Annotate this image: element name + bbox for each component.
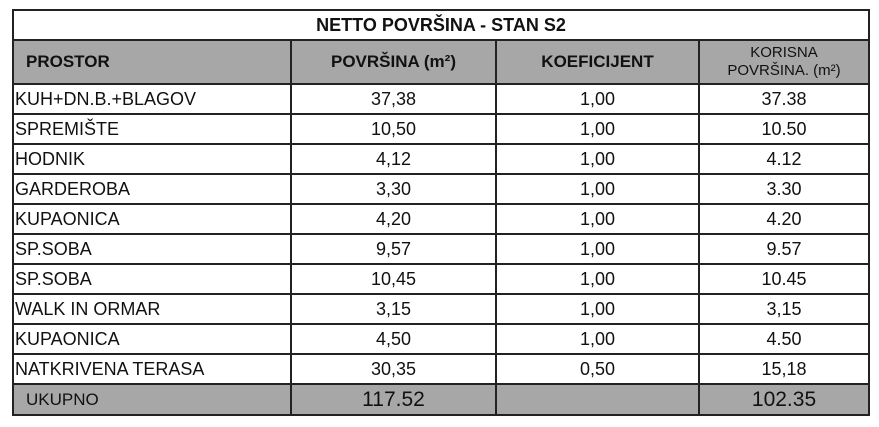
cell-povrsina: 4,12 [291,144,496,174]
cell-korisna: 9.57 [699,234,869,264]
cell-povrsina: 4,50 [291,324,496,354]
table-row [13,174,869,204]
table-row [13,354,869,384]
table-row [13,324,869,354]
header-korisna [699,40,869,84]
cell-korisna: 3.30 [699,174,869,204]
cell-povrsina: 37,38 [291,84,496,114]
cell-koeficijent: 1,00 [496,144,699,174]
header-koeficijent: KOEFICIJENT [496,40,699,84]
cell-povrsina: 9,57 [291,234,496,264]
cell-korisna: 10.45 [699,264,869,294]
table-row [13,294,869,324]
cell-povrsina: 3,15 [291,294,496,324]
table-row [13,204,869,234]
table-row [13,264,869,294]
total-povrsina: 117.52 [291,384,496,415]
table-row [13,144,869,174]
cell-prostor: NATKRIVENA TERASA [13,354,291,384]
header-povrsina: POVRŠINA (m²) [291,40,496,84]
header-korisna-line2: POVRŠINA. (m²) [727,62,841,79]
cell-prostor: SP.SOBA [13,264,291,294]
cell-povrsina: 4,20 [291,204,496,234]
cell-povrsina: 3,30 [291,174,496,204]
cell-korisna: 10.50 [699,114,869,144]
table-row [13,234,869,264]
cell-korisna: 3,15 [699,294,869,324]
cell-korisna: 4.20 [699,204,869,234]
table-row [13,114,869,144]
cell-prostor: KUPAONICA [13,204,291,234]
cell-koeficijent: 1,00 [496,114,699,144]
cell-prostor: WALK IN ORMAR [13,294,291,324]
cell-koeficijent: 1,00 [496,84,699,114]
header-prostor: PROSTOR [13,40,291,84]
cell-povrsina: 10,45 [291,264,496,294]
cell-prostor: KUPAONICA [13,324,291,354]
cell-koeficijent: 1,00 [496,294,699,324]
title-row [13,10,869,40]
cell-korisna: 15,18 [699,354,869,384]
total-label: UKUPNO [13,384,291,415]
cell-prostor: KUH+DN.B.+BLAGOV [13,84,291,114]
cell-koeficijent: 1,00 [496,204,699,234]
total-row [13,384,869,415]
cell-prostor: HODNIK [13,144,291,174]
cell-povrsina: 10,50 [291,114,496,144]
cell-prostor: GARDEROBA [13,174,291,204]
total-korisna: 102.35 [699,384,869,415]
cell-koeficijent: 1,00 [496,174,699,204]
cell-korisna: 4.50 [699,324,869,354]
cell-koeficijent: 1,00 [496,234,699,264]
area-table [12,9,870,416]
cell-koeficijent: 1,00 [496,264,699,294]
table-row [13,84,869,114]
cell-korisna: 37.38 [699,84,869,114]
header-row [13,40,869,84]
table-body [13,84,869,415]
header-korisna-line1: KORISNA [750,44,818,61]
cell-korisna: 4.12 [699,144,869,174]
cell-povrsina: 30,35 [291,354,496,384]
table-title: NETTO POVRŠINA - STAN S2 [13,10,869,40]
total-koeficijent [496,384,699,415]
cell-koeficijent: 0,50 [496,354,699,384]
cell-koeficijent: 1,00 [496,324,699,354]
cell-prostor: SP.SOBA [13,234,291,264]
cell-prostor: SPREMIŠTE [13,114,291,144]
